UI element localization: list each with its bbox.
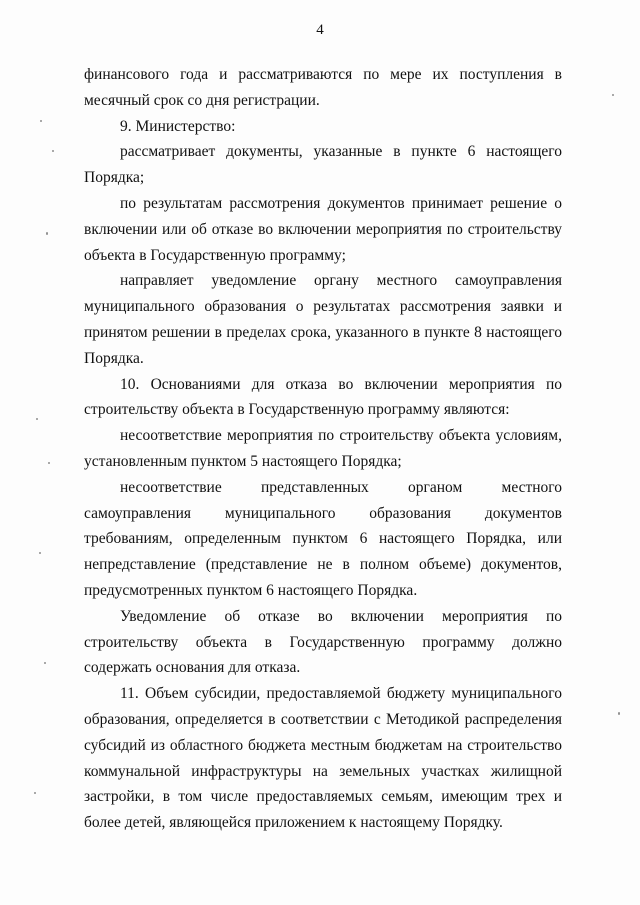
paragraph-item-9-decision: по результатам рассмотрения документов принимает решение о включении или об отказе во включении мероприятия по строительству объекта в Государственную программу; xyxy=(84,194,562,264)
paragraph-item-10-heading: 10. Основаниями для отказа во включении мероприятия по строительству объекта в Государственную программу являются: xyxy=(84,375,562,419)
paragraph-item-9-heading: 9. Министерство: xyxy=(120,117,236,135)
scan-speck xyxy=(36,418,38,420)
paragraph-item-11: 11. Объем субсидии, предоставляемой бюджету муниципального образования, определяется в соответствии с Методикой распределения субсидий из областного бюджета местным бюджетам на строительство коммунальной инфраструктуры на земельных участках жилищной застройки, в том числе предоставляемых семьям, имеющим трех и более детей, являющейся приложением к настоящему Порядку. xyxy=(84,685,562,832)
paragraph-item-10-condition-2: несоответствие представленных органом местного самоуправления муниципального образования документов требованиям, определенным пунктом 6 настоящего Порядка, или непредставление (представление не в полном объеме) документов, предусмотренных пунктом 6 настоящего Порядка. xyxy=(84,478,562,599)
scan-speck xyxy=(40,120,42,122)
scan-speck xyxy=(612,94,614,96)
document-body xyxy=(84,62,562,836)
scan-speck xyxy=(46,232,48,235)
paragraph-item-9-review: рассматривает документы, указанные в пункте 6 настоящего Порядка; xyxy=(84,143,562,187)
paragraph-refusal-notice: Уведомление об отказе во включении мероприятия по строительству объекта в Государственную программу должно содержать основания для отказа. xyxy=(84,607,562,677)
page-number: 4 xyxy=(316,22,324,38)
scan-speck xyxy=(618,712,620,715)
scan-speck xyxy=(39,552,41,554)
scan-speck xyxy=(48,462,50,464)
scan-speck xyxy=(44,662,46,664)
paragraph-continuation: финансового года и рассматриваются по мере их поступления в месячный срок со дня регистрации. xyxy=(84,66,562,109)
paragraph-item-9-notification: направляет уведомление органу местного самоуправления муниципального образования о результатах рассмотрения заявки и принятом решении в пределах срока, указанного в пункте 8 настоящего Порядка. xyxy=(84,272,562,367)
scan-speck xyxy=(52,150,54,152)
scan-speck xyxy=(34,792,36,794)
paragraph-item-10-condition-1: несоответствие мероприятия по строительству объекта условиям, установленным пунктом 5 настоящего Порядка; xyxy=(84,427,562,470)
